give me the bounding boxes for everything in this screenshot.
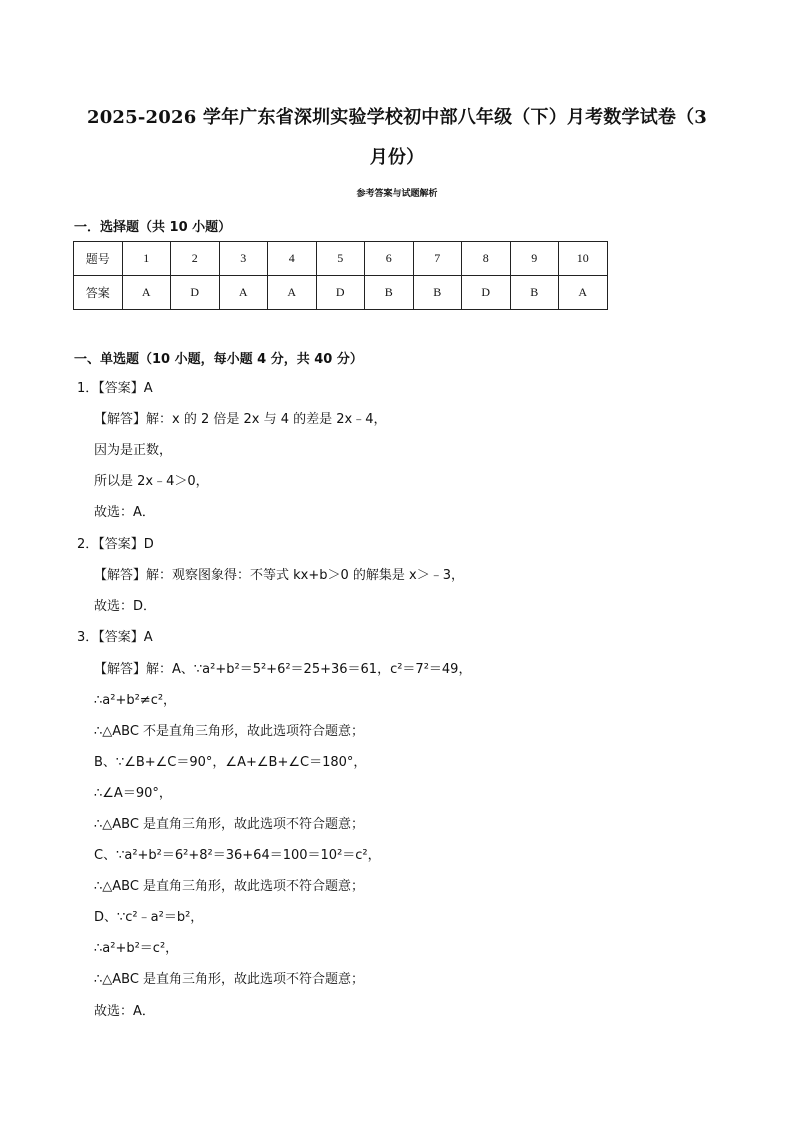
answer-table bbox=[73, 241, 608, 310]
solution-line: 【解答】解：A、∵a²+b²＝5²+6²＝25+36＝61，c²＝7²＝49， bbox=[94, 662, 472, 677]
row-label-number: 题号 bbox=[74, 242, 123, 276]
solution-line: ∴a²+b²＝c²， bbox=[94, 941, 179, 956]
solution-line: ∴a²+b²≠c²， bbox=[94, 693, 177, 708]
row-label-answer: 答案 bbox=[74, 276, 123, 310]
solution-line: ∴△ABC 不是直角三角形，故此选项符合题意； bbox=[94, 724, 365, 739]
table-cell: D bbox=[462, 276, 511, 310]
section-heading-single: 一、单选题（10 小题，每小题 4 分，共 40 分） bbox=[74, 352, 363, 367]
solution-line: ∴△ABC 是直角三角形，故此选项不符合题意； bbox=[94, 972, 365, 987]
solution-line: ∴△ABC 是直角三角形，故此选项不符合题意； bbox=[94, 817, 365, 832]
solution-line: 所以是 2x﹣4＞0， bbox=[94, 474, 209, 489]
solution-line: 因为是正数， bbox=[94, 443, 173, 458]
table-cell: D bbox=[316, 276, 365, 310]
solution-line: 【解答】解：x 的 2 倍是 2x 与 4 的差是 2x﹣4， bbox=[94, 412, 387, 427]
table-cell: A bbox=[559, 276, 608, 310]
subtitle: 参考答案与试题解析 bbox=[356, 189, 438, 199]
solution-line: C、∵a²+b²＝6²+8²＝36+64＝100＝10²＝c²， bbox=[94, 848, 381, 863]
table-cell: 7 bbox=[413, 242, 462, 276]
table-cell: 2 bbox=[171, 242, 220, 276]
table-cell: 4 bbox=[268, 242, 317, 276]
table-row-numbers bbox=[74, 242, 608, 276]
title-line-2: 月份） bbox=[369, 147, 425, 168]
table-cell: 8 bbox=[462, 242, 511, 276]
table-cell: 9 bbox=[510, 242, 559, 276]
solution-line: ∴△ABC 是直角三角形，故此选项不符合题意； bbox=[94, 879, 365, 894]
solution-line: ∴∠A＝90°， bbox=[94, 786, 172, 801]
answer-line-q1: 1．【答案】A bbox=[77, 381, 153, 396]
table-cell: 10 bbox=[559, 242, 608, 276]
table-cell: 5 bbox=[316, 242, 365, 276]
answer-line-q2: 2．【答案】D bbox=[77, 537, 154, 552]
solution-line: 故选：A． bbox=[94, 1004, 155, 1019]
table-cell: 3 bbox=[219, 242, 268, 276]
title-line-1: 2025-2026 学年广东省深圳实验学校初中部八年级（下）月考数学试卷（3 bbox=[86, 107, 708, 128]
solution-line: 【解答】解：观察图象得：不等式 kx+b＞0 的解集是 x＞﹣3， bbox=[94, 568, 464, 583]
table-cell: A bbox=[268, 276, 317, 310]
table-cell: B bbox=[510, 276, 559, 310]
solution-line: 故选：A． bbox=[94, 505, 155, 520]
table-row-answers bbox=[74, 276, 608, 310]
table-cell: D bbox=[171, 276, 220, 310]
table-cell: A bbox=[122, 276, 171, 310]
table-cell: B bbox=[365, 276, 414, 310]
solution-line: D、∵c²﹣a²＝b²， bbox=[94, 910, 204, 925]
table-cell: B bbox=[413, 276, 462, 310]
table-cell: A bbox=[219, 276, 268, 310]
table-cell: 1 bbox=[122, 242, 171, 276]
solution-line: 故选：D． bbox=[94, 599, 157, 614]
solution-line: B、∵∠B+∠C＝90°，∠A+∠B+∠C＝180°， bbox=[94, 755, 367, 770]
section-heading-choice: 一．选择题（共 10 小题） bbox=[74, 220, 232, 235]
document-title bbox=[60, 98, 734, 178]
table-cell: 6 bbox=[365, 242, 414, 276]
answer-line-q3: 3．【答案】A bbox=[77, 630, 153, 645]
